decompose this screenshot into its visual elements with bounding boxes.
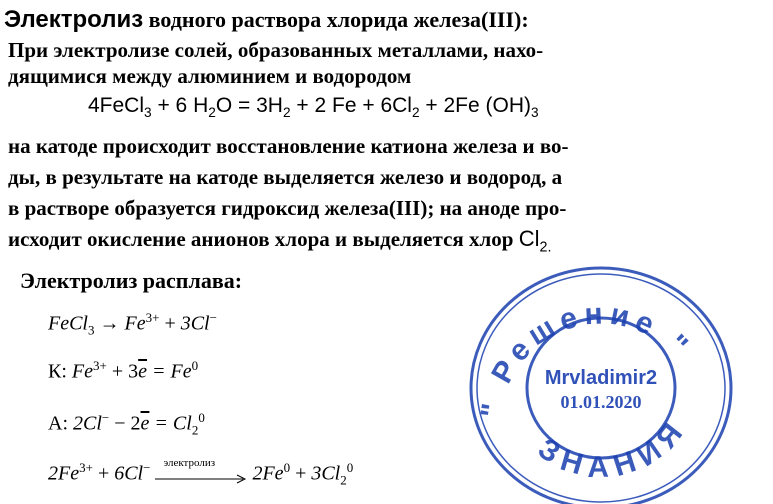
dissociation-equation: FeCl$_3$ → $Fe^{3+} + 3Cl^-$ (48, 310, 217, 338)
explanation-line-1: на катоде происходит восстановление катиона железа и во- (8, 134, 569, 158)
cathode-equation: К: $Fe^{3+} + 3\overline{e} = Fe^0$ (48, 358, 199, 383)
stamp-date: 01.01.2020 (560, 392, 642, 412)
long-arrow-icon (155, 473, 247, 485)
explanation-line-2: ды, в результате на катоде выделяется железо и водород, а (8, 165, 563, 189)
anode-equation: А: $2Cl^- - 2\overline{e} = Cl_2^0$ (48, 410, 205, 438)
intro-line-2: дящимися между алюминием и водородом (8, 64, 412, 88)
overall-equation: $2Fe^{3+} + 6Cl^-$ электролиз $2Fe^0 + 3Cl_2^0$ (48, 457, 354, 488)
title-main: Электролиз (4, 6, 144, 33)
seal-stamp (466, 258, 736, 504)
title-rest: водного раствора хлорида железа(III): (148, 7, 529, 32)
electrolysis-arrow (155, 457, 247, 485)
stamp-name: Mrvladimir2 (544, 367, 658, 389)
page-title (4, 6, 529, 34)
chlorine-formula: $Cl_{2.}$ (518, 226, 552, 256)
hydrolysis-equation: 4FeCl$_3$ + 6 $H_2O = 3H_2 + 2$ $Fe + 6Cl_2 + 2Fe$ $(OH)_3$ (88, 94, 539, 121)
intro-line-1: При электролизе солей, образованных металлами, нахо- (8, 38, 544, 62)
svg-text:ЗНАНИЯ: ЗНАНИЯ (532, 411, 695, 484)
explanation-line-4: исходит окисление анионов хлора и выделяется хлор $Cl_{2.}$ (8, 226, 552, 256)
melt-heading: Электролиз расплава: (20, 268, 243, 293)
explanation-line-3: в растворе образуется гидроксид железа(III); на аноде про- (8, 196, 567, 220)
electrolysis-arrow-label: электролиз (163, 457, 216, 470)
svg-text:" Решение ": " Решение " (474, 297, 699, 421)
